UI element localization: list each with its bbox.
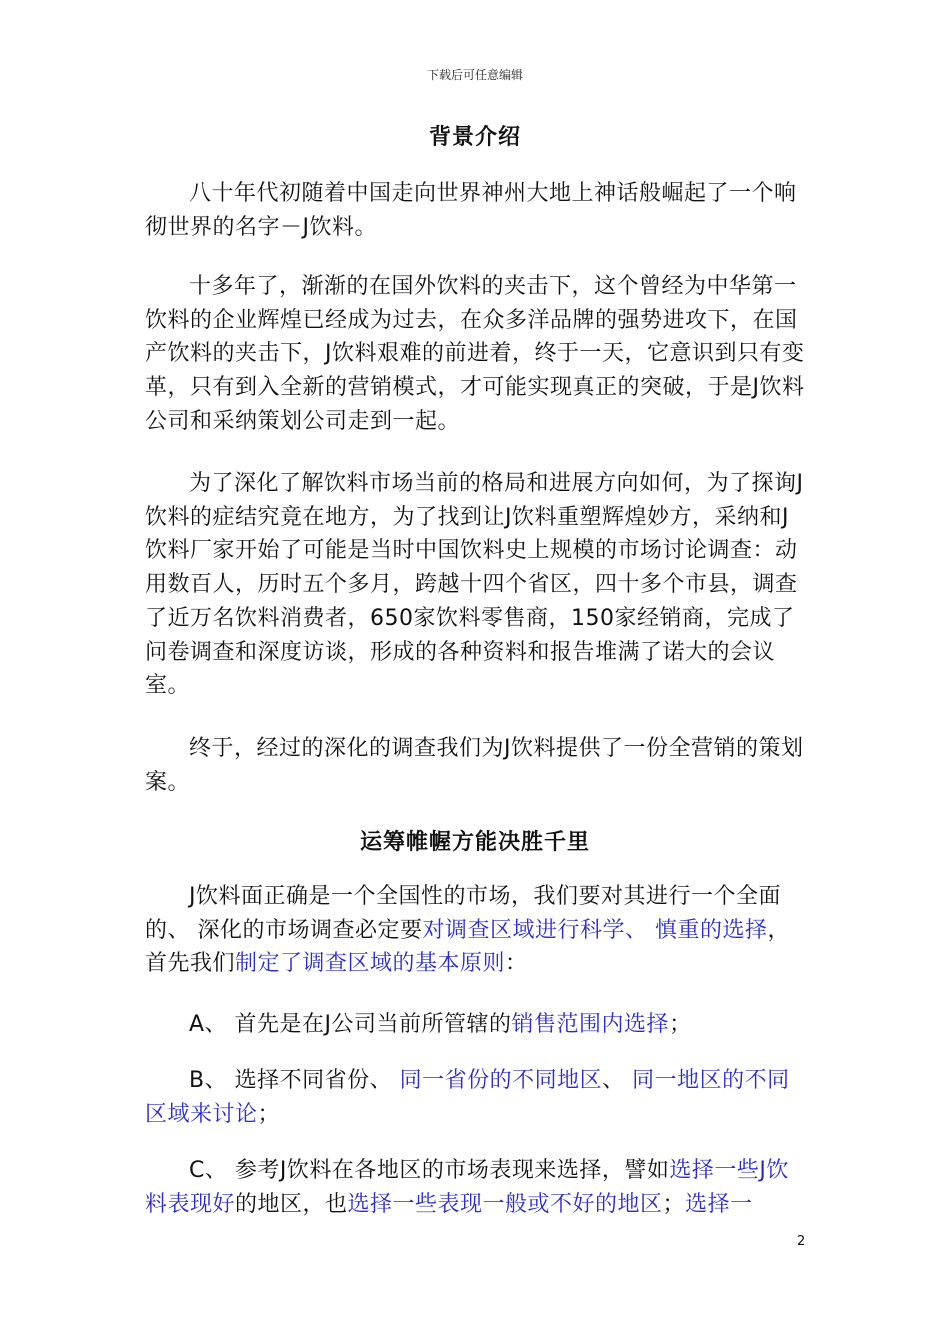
- paragraph-research: 为了深化了解饮料市场当前的格局和进展方向如何，为了探询J饮料的症结究竟在地方，为了找到让J饮料重塑辉煌妙方，采纳和J饮料厂家开始了可能是当时中国饮料史上规模的市场讨论调查：动用数百人，历时五个多月，跨越十四个省区，四十多个市县，调查了近万名饮料消费者，650家饮料零售商，150家经销商，完成了问卷调查和深度访谈，形成的各种资料和报告堆满了诺大的会议室。: [145, 471, 804, 699]
- highlighted-text: 选择一些J饮料表现好: [145, 1158, 789, 1217]
- text-segment: ；: [669, 1012, 692, 1037]
- section-title-strategy: 运筹帷幄方能决胜千里: [359, 830, 590, 855]
- highlighted-text: 销售范围内选择: [511, 1012, 670, 1037]
- text-segment: ：: [505, 951, 528, 977]
- page-header: 下载后可任意编辑: [426, 68, 523, 82]
- text-segment: ，首先我们: [145, 917, 791, 977]
- paragraph-conclusion: 终于，经过的深化的调查我们为J饮料提供了一份全营销的策划案。: [145, 736, 804, 795]
- text-segment: A、 首先是在J公司当前所管辖的: [189, 1012, 512, 1037]
- highlighted-text: 同一省份的不同地区: [399, 1068, 603, 1093]
- highlighted-text: 选择一些表现一般或不好的地区: [347, 1191, 663, 1217]
- highlighted-text: 选择一: [685, 1191, 753, 1217]
- text-segment: 、: [602, 1068, 633, 1093]
- highlighted-text: 同一地区的不同区域来讨论: [145, 1068, 790, 1127]
- text-segment: J饮料面正确是一个全国性的市场，我们要对其进行一个全面的、 深化的市场调查必定要: [145, 884, 781, 943]
- principle-a: [145, 1008, 805, 1042]
- principle-c: [145, 1154, 805, 1221]
- principle-b: [145, 1064, 805, 1131]
- paragraph-decline: 十多年了，渐渐的在国外饮料的夹击下，这个曾经为中华第一饮料的企业辉煌已经成为过去，在众多洋品牌的强势进攻下，在国产饮料的夹击下，J饮料艰难的前进着，终于一天，它意识到只有变革，只有到入全新的营销模式，才可能实现真正的突破，于是J饮料公司和采纳策划公司走到一起。: [145, 274, 805, 434]
- section-title-background: 背景介绍: [428, 125, 521, 150]
- text-segment: 的地区，也: [235, 1191, 348, 1217]
- text-segment: ；: [662, 1191, 686, 1217]
- highlighted-text: 对调查区域进行科学、 慎重的选择: [422, 917, 768, 943]
- page-number: 2: [797, 1234, 806, 1249]
- paragraph-region-principles: [145, 880, 805, 981]
- text-segment: B、 选择不同省份、: [189, 1068, 400, 1093]
- paragraph-intro: 八十年代初随着中国走向世界神州大地上神话般崛起了一个响彻世界的名字－J饮料。: [145, 181, 797, 240]
- highlighted-text: 制定了调查区域的基本原则: [235, 951, 506, 977]
- text-segment: ；: [257, 1101, 281, 1127]
- text-segment: C、 参考J饮料在各地区的市场表现来选择，譬如: [189, 1158, 670, 1183]
